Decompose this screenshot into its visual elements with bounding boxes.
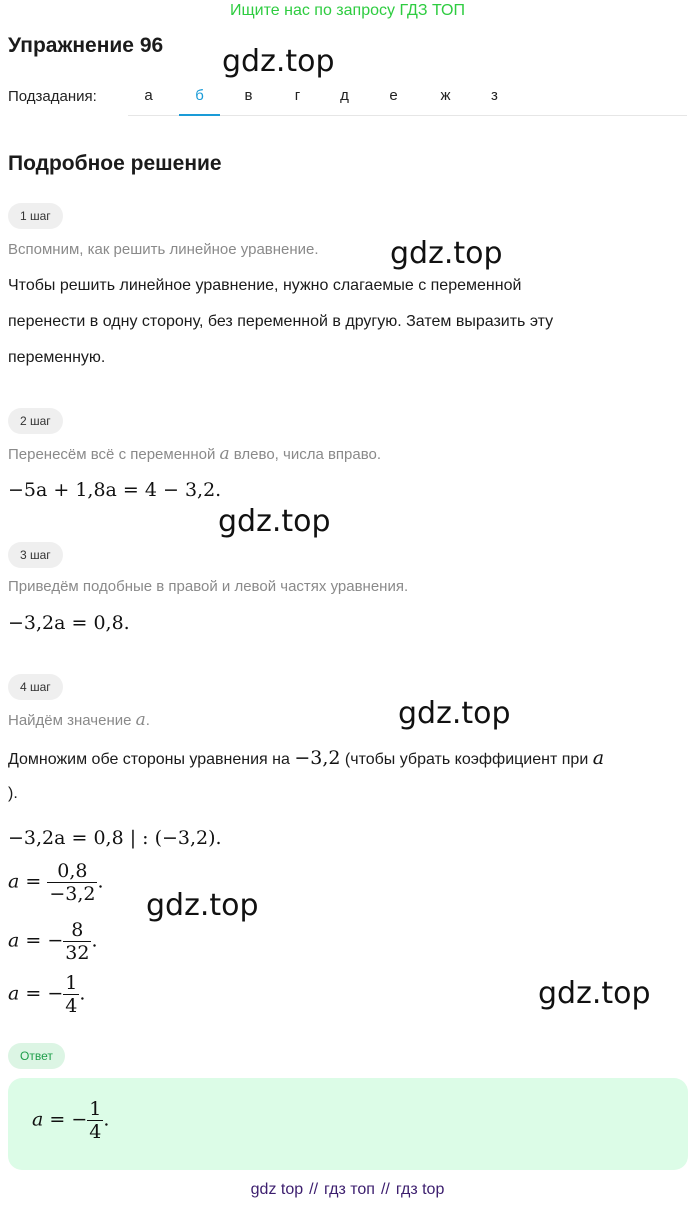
fraction-denominator: 32 (65, 942, 90, 964)
step-hint: Перенесём всё с переменной a влево, числа вправо. (8, 444, 382, 464)
tab-z[interactable]: з (491, 87, 498, 104)
step-text-line: ). (8, 785, 18, 802)
step-text-line: Домножим обе стороны уравнения на −3,2 (чтобы убрать коэффициент при a (8, 747, 605, 769)
footer-link[interactable]: гдз top (395, 1181, 445, 1198)
answer-badge: Ответ (8, 1043, 65, 1069)
watermark: gdz.top (538, 976, 651, 1011)
tab-zh[interactable]: ж (440, 87, 451, 104)
tab-d[interactable]: д (340, 87, 349, 104)
step-text-line: перенести в одну сторону, без переменной в другую. Затем выразить эту (8, 313, 554, 330)
footer-link[interactable]: гдз топ (324, 1181, 375, 1198)
footer-separator: // (309, 1181, 319, 1198)
section-title: Подробное решение (8, 152, 222, 175)
tab-e[interactable]: е (389, 87, 398, 104)
fraction-numerator: 1 (89, 1098, 102, 1120)
footer-links (0, 1181, 695, 1199)
equation: −3,2a = 0,8. (8, 612, 130, 634)
answer-box (8, 1078, 688, 1170)
fraction-equation: a = $\frac{0,8}{-3,2}$ . (8, 860, 104, 905)
step-hint: Найдём значение a. (8, 710, 150, 730)
fraction-equation: a = − $\frac{8}{32}$ . (8, 919, 98, 964)
step-badge: 2 шаг (8, 408, 63, 434)
watermark: gdz.top (222, 44, 335, 79)
tab-b[interactable]: б (179, 76, 220, 116)
watermark: gdz.top (390, 236, 503, 271)
page-title: Упражнение 96 (8, 34, 164, 57)
step-text-line: Чтобы решить линейное уравнение, нужно слагаемые с переменной (8, 277, 522, 294)
fraction-numerator: 1 (65, 972, 78, 994)
step-hint: Приведём подобные в правой и левой частях уравнения. (8, 578, 409, 595)
step-text-line: переменную. (8, 349, 106, 366)
variable-a: a (219, 444, 230, 464)
coefficient-value: −3,2 (294, 747, 341, 769)
answer-equation: a = − $\frac{1}{4}$ . (32, 1098, 110, 1143)
tab-g[interactable]: г (294, 87, 301, 104)
fraction-denominator: 4 (89, 1121, 102, 1143)
variable-a: a (135, 710, 146, 730)
step-hint: Вспомним, как решить линейное уравнение. (8, 241, 319, 258)
subtasks-label: Подзадания: (8, 88, 97, 105)
fraction-denominator: −3,2 (49, 883, 96, 905)
footer-separator: // (380, 1181, 390, 1198)
fraction-equation: a = − $\frac{1}{4}$ . (8, 972, 86, 1017)
variable-a: a (592, 747, 605, 769)
step-badge: 3 шаг (8, 542, 63, 568)
fraction-numerator: 0,8 (47, 860, 97, 883)
watermark: gdz.top (398, 696, 511, 731)
fraction-numerator: 8 (63, 919, 91, 942)
tab-a[interactable]: а (144, 87, 153, 104)
watermark: gdz.top (218, 504, 331, 539)
fraction-denominator: 4 (65, 995, 78, 1017)
equation: −5a + 1,8a = 4 − 3,2. (8, 479, 222, 501)
subtask-tabs (128, 76, 687, 116)
step-badge: 4 шаг (8, 674, 63, 700)
search-banner[interactable]: Ищите нас по запросу ГДЗ ТОП (230, 2, 465, 19)
equation: −3,2a = 0,8 | : (−3,2). (8, 827, 222, 849)
watermark: gdz.top (146, 888, 259, 923)
step-badge: 1 шаг (8, 203, 63, 229)
tab-v[interactable]: в (244, 87, 253, 104)
footer-link[interactable]: gdz top (250, 1181, 304, 1198)
